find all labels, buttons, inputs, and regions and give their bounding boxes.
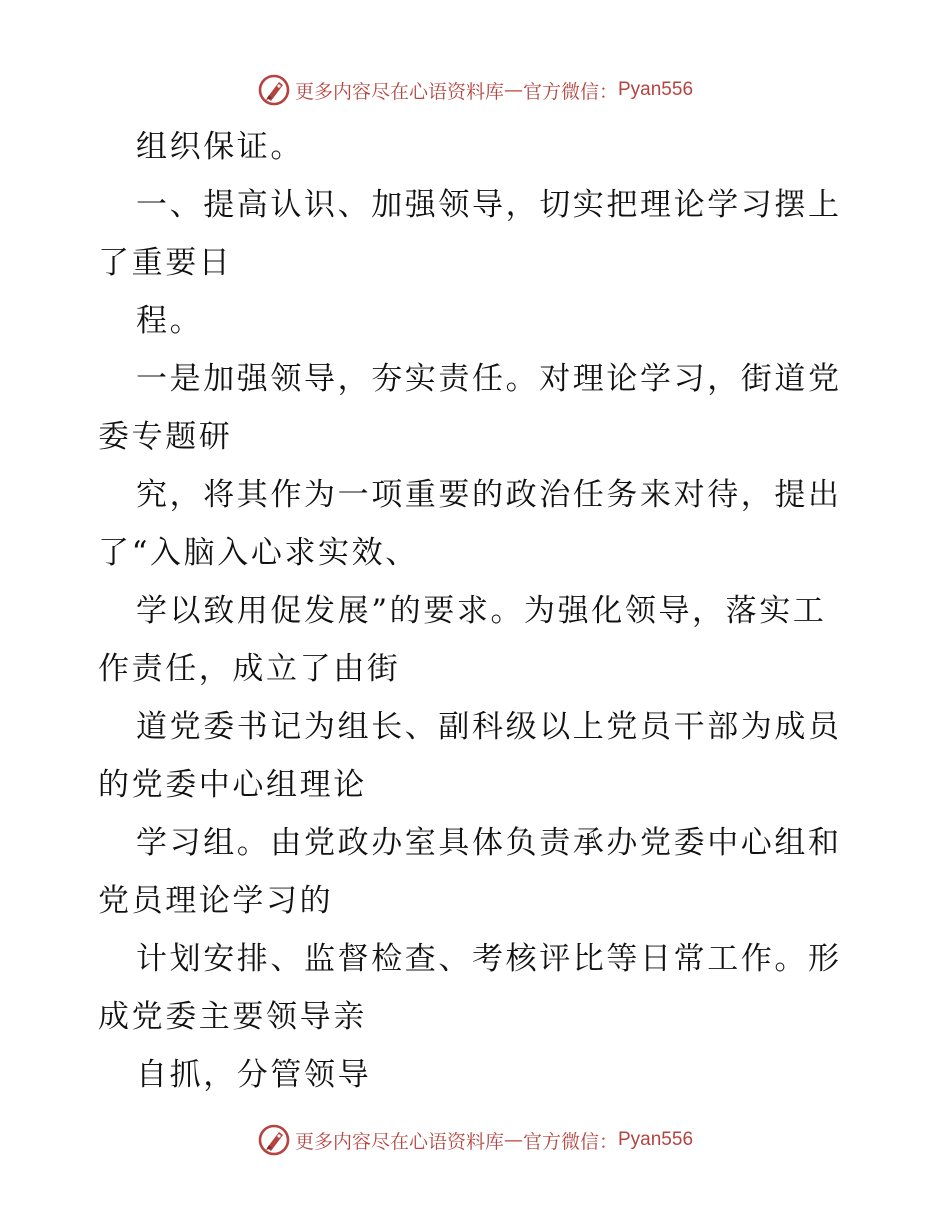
text-line: 委专题研	[98, 419, 233, 455]
text-line: 程。	[136, 303, 204, 339]
text-line: 学习组。由党政办室具体负责承办党委中心组和	[136, 825, 842, 861]
banner-dash: —	[503, 1129, 523, 1151]
banner-site-text: 更多内容尽在心语资料库	[294, 80, 504, 103]
text-line: 道党委书记为组长、副科级以上党员干部为成员	[136, 709, 842, 745]
text-line: 学以致用促发展”的要求。为强化领导，落实工	[136, 593, 827, 629]
text-line: 究，将其作为一项重要的政治任务来对待，提出	[136, 477, 842, 513]
text-line: 党员理论学习的	[98, 883, 334, 919]
pen-nib-logo-icon	[257, 1123, 291, 1157]
text-line: 作责任，成立了由街	[98, 651, 401, 687]
text-line: 一是加强领导，夯实责任。对理论学习，街道党	[136, 361, 842, 397]
banner-wechat-id: Pyan556	[618, 79, 694, 100]
text-line: 了“入脑入心求实效、	[98, 535, 419, 571]
text-line: 成党委主要领导亲	[98, 999, 367, 1035]
text-line: 自抓，分管领导	[136, 1057, 372, 1093]
pen-nib-logo-icon	[257, 73, 291, 107]
banner-dash: —	[503, 79, 523, 101]
document-body	[98, 118, 858, 1104]
footer-banner	[0, 1120, 950, 1160]
text-line: 一、提高认识、加强领导，切实把理论学习摆上	[136, 187, 842, 223]
banner-site-text: 更多内容尽在心语资料库	[294, 1130, 504, 1153]
text-line: 组织保证。	[136, 129, 304, 165]
banner-wechat-label: 官方微信：	[522, 80, 618, 103]
banner-wechat-id: Pyan556	[618, 1129, 694, 1150]
text-line: 计划安排、监督检查、考核评比等日常工作。形	[136, 941, 842, 977]
text-line: 的党委中心组理论	[98, 767, 367, 803]
header-banner	[0, 70, 950, 110]
banner-wechat-label: 官方微信：	[522, 1130, 618, 1153]
text-line: 了重要日	[98, 245, 233, 281]
